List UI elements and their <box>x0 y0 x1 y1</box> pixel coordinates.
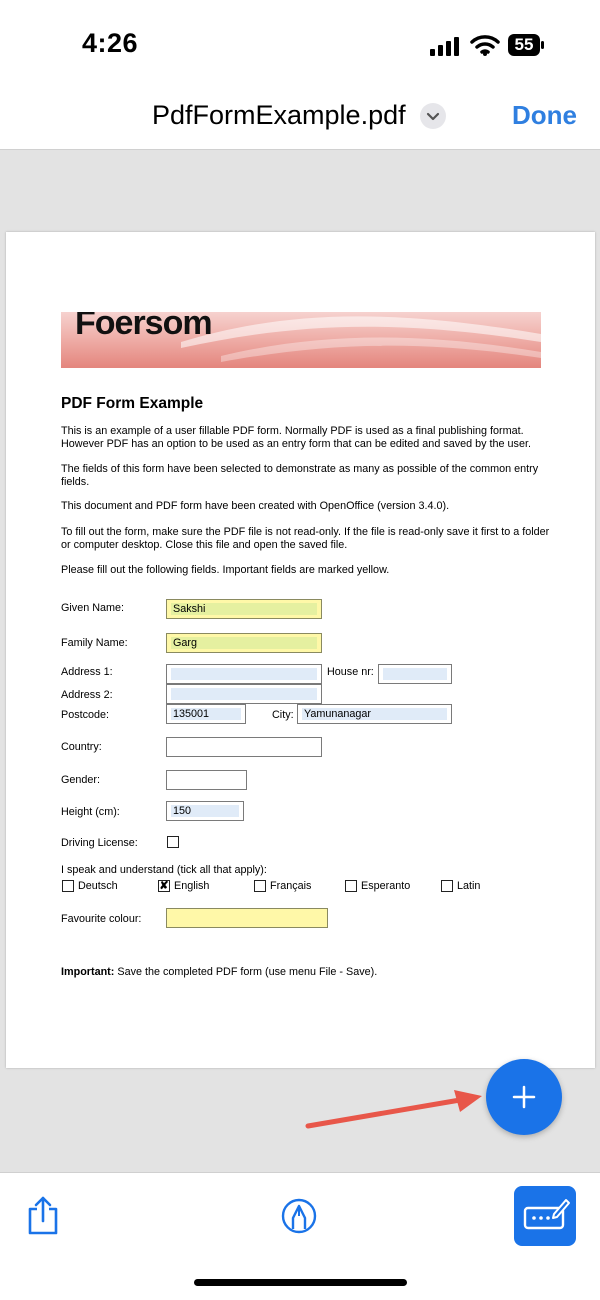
battery-level: 55 <box>514 35 534 54</box>
address1-value <box>171 668 317 680</box>
francais-label: Français <box>270 880 312 892</box>
height-label: Height (cm): <box>61 806 120 818</box>
address2-value <box>171 688 317 700</box>
francais-checkbox[interactable] <box>254 880 266 892</box>
markup-pen-icon[interactable] <box>281 1198 317 1234</box>
add-button[interactable] <box>486 1059 562 1135</box>
foersom-banner <box>61 312 541 368</box>
intro-paragraph: This is an example of a user fillable PDF form. Normally PDF is used as a final publishing format. However PDF has an option to be used as an entry form that can be edited and saved by the user. <box>61 425 531 450</box>
bottom-toolbar <box>0 1172 600 1300</box>
country-label: Country: <box>61 741 102 753</box>
height-field[interactable] <box>166 801 244 821</box>
favourite-colour-value <box>171 912 323 924</box>
address2-label: Address 2: <box>61 689 113 701</box>
chevron-down-icon <box>420 103 446 129</box>
latin-label: Latin <box>457 880 481 892</box>
country-value <box>171 741 317 753</box>
fields-paragraph: The fields of this form have been selected to demonstrate as many as possible of the common entry fields. <box>61 463 539 488</box>
postcode-label: Postcode: <box>61 709 110 721</box>
status-time: 4:26 <box>82 28 139 58</box>
gender-label: Gender: <box>61 774 101 786</box>
family-name-label: Family Name: <box>61 637 128 649</box>
battery-icon <box>508 34 544 56</box>
driving-license-label: Driving License: <box>61 837 138 849</box>
family-name-field[interactable] <box>166 633 322 653</box>
languages-prompt: I speak and understand (tick all that apply): <box>61 864 267 876</box>
favourite-colour-field[interactable] <box>166 908 328 928</box>
house-nr-value <box>383 668 447 680</box>
instructions-paragraph: To fill out the form, make sure the PDF file is not read-only. If the file is read-only save it first to a folder or computer desktop. Close this file and open the saved file. <box>61 526 550 551</box>
latin-checkbox[interactable] <box>441 880 453 892</box>
fill-form-button[interactable] <box>514 1186 576 1246</box>
esperanto-checkbox[interactable] <box>345 880 357 892</box>
annotation-arrow <box>300 1088 490 1134</box>
postcode-field[interactable] <box>166 704 246 724</box>
given-name-field[interactable] <box>166 599 322 619</box>
english-checkbox[interactable]: ✘ <box>159 880 169 892</box>
cellular-signal-icon <box>430 36 460 56</box>
postcode-value: 135001 <box>171 708 241 720</box>
address2-field[interactable] <box>166 684 322 704</box>
city-value: Yamunanagar <box>302 708 447 720</box>
city-field[interactable] <box>297 704 452 724</box>
deutsch-checkbox[interactable] <box>62 880 74 892</box>
family-name-value: Garg <box>171 637 317 649</box>
esperanto-label: Esperanto <box>361 880 411 892</box>
important-note <box>61 966 561 979</box>
important-label: Important: <box>61 966 115 978</box>
share-icon[interactable] <box>26 1195 60 1235</box>
home-indicator <box>194 1279 407 1286</box>
nav-bar <box>0 86 600 150</box>
done-button[interactable]: Done <box>512 100 577 130</box>
address1-field[interactable] <box>166 664 322 684</box>
status-bar <box>0 0 600 86</box>
document-title[interactable]: PdfFormExample.pdf <box>152 100 406 130</box>
height-value: 150 <box>171 805 239 817</box>
wifi-icon <box>470 33 500 57</box>
house-nr-label: House nr: <box>327 666 374 678</box>
english-label: English <box>174 880 210 892</box>
pdf-page <box>6 232 595 1068</box>
gender-field[interactable] <box>166 770 247 790</box>
important-text: Save the completed PDF form (use menu File - Save). <box>114 966 378 978</box>
address1-label: Address 1: <box>61 666 113 678</box>
foersom-logo: Foersom <box>75 312 212 342</box>
given-name-label: Given Name: <box>61 602 125 614</box>
favourite-colour-label: Favourite colour: <box>61 913 142 925</box>
country-field[interactable] <box>166 737 322 757</box>
fill-out-paragraph: Please fill out the following fields. Important fields are marked yellow. <box>61 564 390 576</box>
openoffice-paragraph: This document and PDF form have been created with OpenOffice (version 3.4.0). <box>61 500 450 512</box>
given-name-value: Sakshi <box>171 603 317 615</box>
pdf-heading: PDF Form Example <box>61 395 204 412</box>
plus-icon <box>486 1059 562 1135</box>
title-menu-button[interactable] <box>420 103 446 129</box>
pdf-viewer[interactable] <box>0 150 600 1172</box>
house-nr-field[interactable] <box>378 664 452 684</box>
driving-license-checkbox[interactable] <box>167 836 179 848</box>
gender-value <box>171 774 242 786</box>
deutsch-label: Deutsch <box>78 880 118 892</box>
city-label: City: <box>272 709 294 721</box>
form-fill-icon <box>514 1186 576 1246</box>
